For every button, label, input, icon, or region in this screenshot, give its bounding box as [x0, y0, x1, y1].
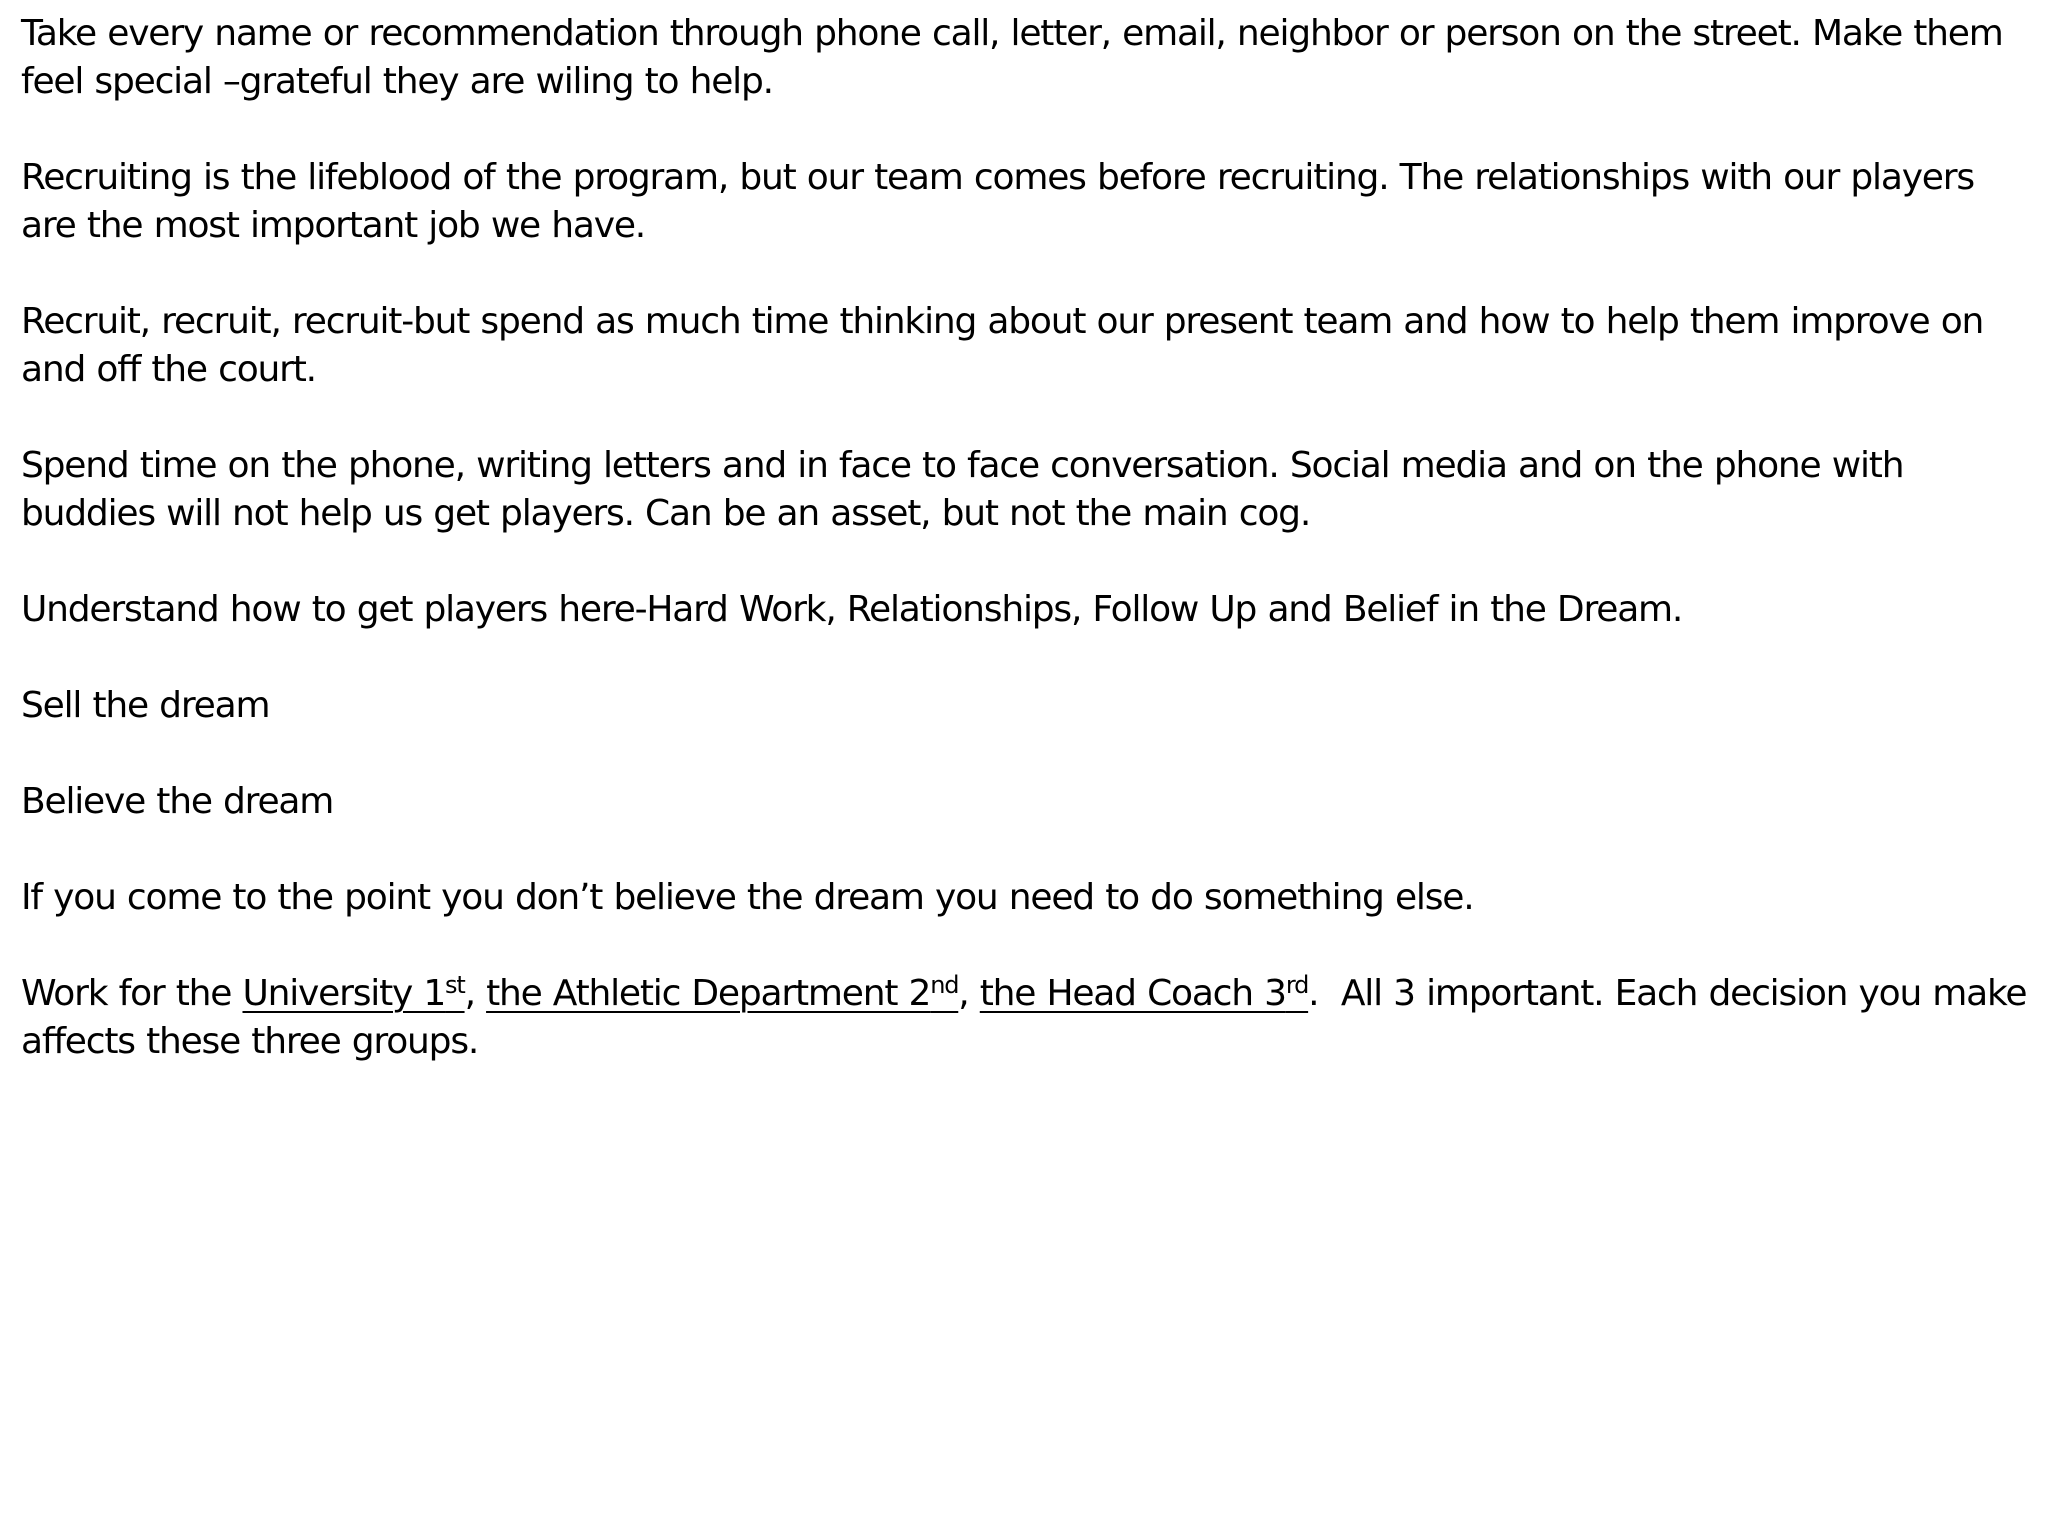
priority-university-label: University 1 [242, 973, 446, 1014]
paragraph-sell-the-dream: Sell the dream [21, 685, 270, 726]
priority-athletic-department-ordinal: nd [930, 971, 959, 999]
work-for-tail: . All 3 important. Each decision you make affects these three groups. [21, 973, 2038, 1062]
work-for-lead: Work for the [21, 973, 243, 1014]
priority-head-coach [980, 973, 1308, 1014]
priority-head-coach-ordinal: rd [1285, 971, 1309, 999]
priority-head-coach-label: the Head Coach 3 [979, 973, 1286, 1014]
paragraph-name-recommendations: Take every name or recommendation through phone call, letter, email, neighbor or person on the street. Make them feel special –grateful they are wiling to help. [21, 13, 2003, 102]
paragraph-get-players-here: Understand how to get players here-Hard Work, Relationships, Follow Up and Belief in the Dream. [21, 589, 1683, 630]
priority-athletic-department-label: the Athletic Department 2 [486, 973, 931, 1014]
paragraph-phone-letters: Spend time on the phone, writing letters and in face to face conversation. Social media and on the phone with buddies will not help us get players. Can be an asset, but not the main cog. [21, 445, 1904, 534]
priority-university-ordinal: st [445, 971, 465, 999]
priority-athletic-department [486, 973, 958, 1014]
paragraph-recruit-present-team: Recruit, recruit, recruit-but spend as much time thinking about our present team and how to help them improve on and off the court. [21, 301, 1984, 390]
separator-1: , [464, 973, 487, 1014]
paragraph-believe-or-leave: If you come to the point you don’t believe the dream you need to do something else. [21, 877, 1474, 918]
paragraph-believe-the-dream: Believe the dream [21, 781, 334, 822]
paragraph-recruiting-lifeblood: Recruiting is the lifeblood of the program, but our team comes before recruiting. The relationships with our players are the most important job we have. [21, 157, 1974, 246]
slide-body [21, 10, 2038, 1066]
separator-2: , [958, 973, 980, 1014]
priority-university [242, 973, 464, 1014]
paragraph-work-for [21, 970, 2038, 1066]
